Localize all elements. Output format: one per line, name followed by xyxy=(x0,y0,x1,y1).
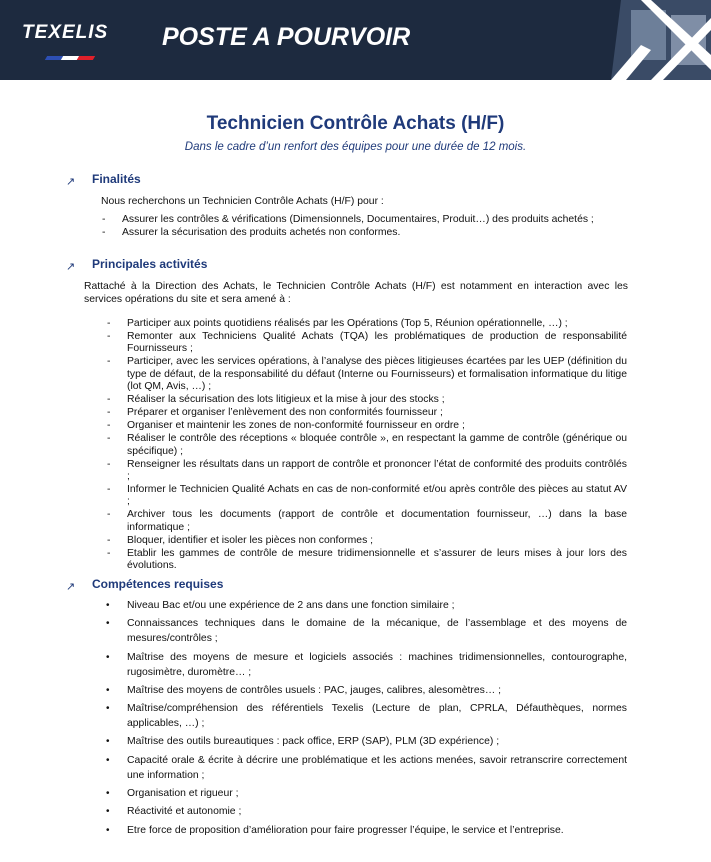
header-title: POSTE A POURVOIR xyxy=(162,23,411,51)
list-item: - Participer, avec les services opérations, à l’analyse des pièces litigieuses écartées par les UEP (définition du type de défaut, de la responsabilité du défaut (Interne ou Fournisseurs) et formalisation informatique du litige (lot QM, Avis, …) ; xyxy=(107,356,627,393)
section-heading-finalites: Finalités xyxy=(92,172,141,186)
bullet-marker: • xyxy=(106,600,110,611)
list-item: • Capacité orale & écrite à décrire une problématique et les actions menées, savoir retranscrire correctement une information ; xyxy=(106,754,627,781)
bullet-marker: • xyxy=(106,618,110,630)
list-item: • Maîtrise des outils bureautiques : pack office, ERP (SAP), PLM (3D expérience) ; xyxy=(106,736,500,748)
flag-stripes xyxy=(46,47,96,52)
dash-marker: - xyxy=(107,433,111,445)
list-item: - Assurer les contrôles & vérifications (Dimensionnels, Documentaires, Produit…) des produits achetés ; xyxy=(102,214,594,225)
list-item: - Organiser et maintenir les zones de non-conformité fournisseur en ordre ; xyxy=(107,420,465,432)
dash-marker: - xyxy=(107,394,111,406)
list-item: - Archiver tous les documents (rapport de contrôle et documentation fournisseur, …) dans la base informatique ; xyxy=(107,509,627,533)
list-item: • Maîtrise/compréhension des référentiels Texelis (Lecture de plan, CPRLA, Défauthèques, normes applicables, …) ; xyxy=(106,703,627,730)
finalites-list xyxy=(102,214,642,240)
job-subtitle: Dans le cadre d’un renfort des équipes pour une durée de 12 mois. xyxy=(184,141,527,153)
list-item: • Connaissances techniques dans le domaine de la mécanique, de l’assemblage et des moyens de mesures/contrôles ; xyxy=(106,618,627,645)
list-item: - Préparer et organiser l’enlèvement des non conformités fournisseur ; xyxy=(107,407,443,419)
dash-marker: - xyxy=(107,547,111,559)
list-item: • Maîtrise des moyens de mesure et logiciels associés : machines tridimensionnelles, contourographe, rugosimètre, duromètre… ; xyxy=(106,651,627,678)
competences-list xyxy=(106,598,627,841)
bullet-marker: • xyxy=(106,684,110,696)
section-heading-activites: Principales activités xyxy=(92,257,208,271)
list-item: - Réaliser le contrôle des réceptions « bloquée contrôle », en respectant la gamme de contrôle (générique ou spécifique) ; xyxy=(107,433,627,457)
dash-marker: - xyxy=(107,331,111,342)
list-item: • Niveau Bac et/ou une expérience de 2 ans dans une fonction similaire ; xyxy=(106,600,455,611)
texelis-logo: TEXELIS xyxy=(22,22,109,43)
dash-marker: - xyxy=(107,356,111,368)
bullet-marker: • xyxy=(106,788,110,800)
dash-marker: - xyxy=(107,458,111,470)
section-arrow-icon: ↗ xyxy=(66,581,76,593)
section-arrow-icon: ↗ xyxy=(66,261,76,273)
bullet-marker: • xyxy=(106,736,110,748)
corner-graphic xyxy=(591,0,711,80)
activites-intro: Rattaché à la Direction des Achats, le Technicien Contrôle Achats (H/F) est notamment en interaction avec les services opérations du site et sera amené à : xyxy=(84,281,628,305)
list-item: - Bloquer, identifier et isoler les pièces non conformes ; xyxy=(107,534,374,546)
list-item: - Renseigner les résultats dans un rapport de contrôle et prononcer l’état de conformité des produits contrôlés ; xyxy=(107,458,627,483)
dash-marker: - xyxy=(107,484,111,496)
list-item: - Informer le Technicien Qualité Achats en cas de non-conformité et/ou après contrôle des pièces au statut AV ; xyxy=(107,484,627,508)
dash-marker: - xyxy=(107,534,111,546)
dash-marker: - xyxy=(107,407,111,419)
activites-list xyxy=(107,318,627,573)
bullet-marker: • xyxy=(106,703,110,715)
bullet-marker: • xyxy=(106,806,110,818)
dash-marker: - xyxy=(102,214,106,225)
bullet-marker: • xyxy=(106,824,110,836)
bullet-marker: • xyxy=(106,754,110,766)
list-item: • Maîtrise des moyens de contrôles usuels : PAC, jauges, calibres, alesomètres… ; xyxy=(106,684,502,696)
dash-marker: - xyxy=(102,227,106,238)
list-item: • Réactivité et autonomie ; xyxy=(106,806,242,818)
list-item: - Participer aux points quotidiens réalisés par les Opérations (Top 5, Réunion opérationnelle, …) ; xyxy=(107,318,568,329)
section-arrow-icon: ↗ xyxy=(66,176,76,188)
dash-marker: - xyxy=(107,318,111,329)
list-item: • Etre force de proposition d’amélioration pour faire progresser l’équipe, le service et l’entreprise. xyxy=(106,824,564,836)
list-item: - Etablir les gammes de contrôle de mesure tridimensionnelle et s’assurer de leurs mises à jour lors des évolutions. xyxy=(107,547,627,572)
section-heading-competences: Compétences requises xyxy=(92,577,224,591)
job-title: Technicien Contrôle Achats (H/F) xyxy=(206,113,505,134)
header-banner xyxy=(0,0,711,80)
finalites-intro: Nous recherchons un Technicien Contrôle Achats (H/F) pour : xyxy=(101,196,384,207)
list-item: • Organisation et rigueur ; xyxy=(106,788,239,800)
dash-marker: - xyxy=(107,420,111,432)
dash-marker: - xyxy=(107,509,111,521)
list-item: - Réaliser la sécurisation des lots litigieux et la mise à jour des stocks ; xyxy=(107,394,445,406)
list-item: - Assurer la sécurisation des produits achetés non conformes. xyxy=(102,227,401,238)
bullet-marker: • xyxy=(106,651,110,663)
list-item: - Remonter aux Techniciens Qualité Achats (TQA) les problématiques de production de responsabilité Fournisseurs ; xyxy=(107,331,627,355)
